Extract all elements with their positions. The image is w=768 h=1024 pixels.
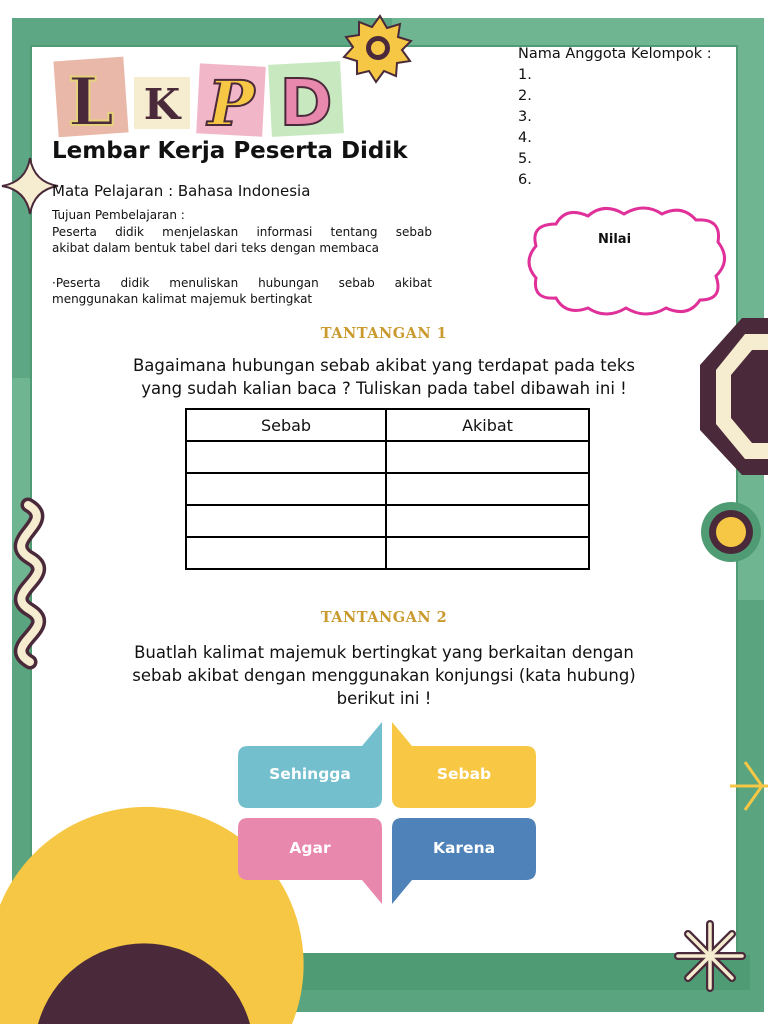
lkpd-logo [50, 55, 350, 140]
group-members [518, 44, 712, 191]
subject-label: Mata Pelajaran : Bahasa Indonesia [52, 182, 311, 200]
svg-text:K: K [143, 80, 181, 129]
challenge-1-question [80, 354, 688, 400]
objectives-label: Tujuan Pembelajaran : [52, 208, 185, 222]
logo-letter-l [53, 57, 128, 140]
challenge-1-title: TANTANGAN 1 [320, 325, 448, 342]
logo-letter-d [268, 61, 344, 140]
table-row [186, 473, 589, 505]
table-header-cause: Sebab [186, 409, 386, 441]
cause-cell[interactable] [186, 505, 386, 537]
conjunction-label: Karena [432, 839, 496, 857]
conjunction-label: Sebab [436, 765, 492, 783]
effect-cell[interactable] [386, 537, 589, 569]
logo-letter-p [196, 63, 266, 140]
cause-cell[interactable] [186, 537, 386, 569]
effect-cell[interactable] [386, 505, 589, 537]
score-cloud [526, 204, 730, 320]
score-label: Nilai [598, 232, 632, 247]
logo-letter-k [134, 77, 190, 129]
member-number: 6. [518, 172, 532, 188]
table-row [186, 505, 589, 537]
cause-cell[interactable] [186, 473, 386, 505]
effect-cell[interactable] [386, 473, 589, 505]
question-line: berikut ini ! [336, 689, 432, 708]
effect-cell[interactable] [386, 441, 589, 473]
conjunction-sebab [390, 722, 538, 810]
conjunction-karena [390, 816, 538, 904]
member-number: 3. [518, 109, 532, 125]
cause-effect-table [185, 408, 590, 570]
question-line: Bagaimana hubungan sebab akibat yang terdapat pada teks [132, 356, 636, 375]
members-label: Nama Anggota Kelompok : [518, 46, 712, 62]
conjunction-label: Agar [289, 839, 331, 857]
svg-text:P: P [207, 67, 255, 140]
table-header-effect: Akibat [386, 409, 589, 441]
objective-line: Peserta didik menjelaskan informasi tentang sebab [52, 225, 432, 239]
cause-cell[interactable] [186, 441, 386, 473]
conjunction-sehingga [236, 722, 384, 810]
challenge-2-title: TANTANGAN 2 [320, 609, 448, 626]
question-line: sebab akibat dengan menggunakan konjungsi (kata hubung) [132, 666, 636, 685]
question-line: yang sudah kalian baca ? Tuliskan pada tabel dibawah ini ! [141, 379, 627, 398]
member-number: 2. [518, 88, 532, 104]
svg-text:D: D [279, 67, 333, 140]
svg-text:L: L [67, 63, 115, 140]
member-number: 1. [518, 67, 532, 83]
member-number: 4. [518, 130, 532, 146]
member-number: 5. [518, 151, 532, 167]
page-title: Lembar Kerja Peserta Didik [52, 138, 408, 164]
table-row [186, 441, 589, 473]
objective-line: ·Peserta didik menuliskan hubungan sebab akibat [52, 276, 432, 290]
circle-decoration [701, 502, 761, 562]
table-row [186, 537, 589, 569]
question-line: Buatlah kalimat majemuk bertingkat yang berkaitan dengan [134, 643, 634, 662]
conjunction-agar [236, 816, 384, 904]
objective-line: menggunakan kalimat majemuk bertingkat [52, 292, 313, 306]
conjunction-label: Sehingga [269, 765, 351, 783]
objective-line: akibat dalam bentuk tabel dari teks dengan membaca [52, 241, 380, 255]
challenge-2-question [80, 641, 688, 710]
